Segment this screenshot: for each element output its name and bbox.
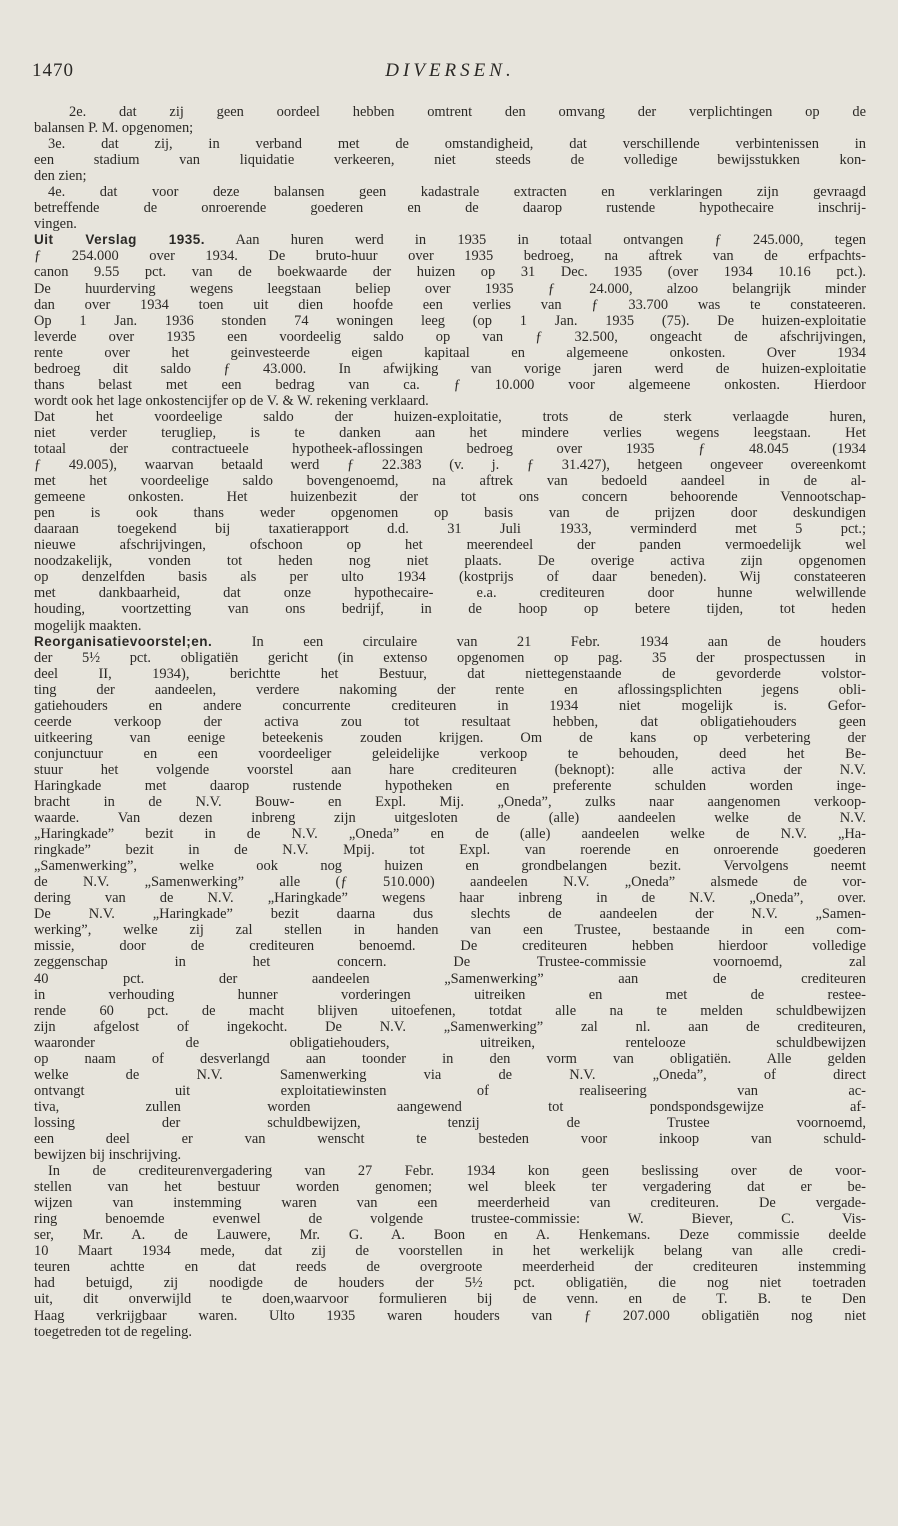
line-text: in verhouding hunner vorderingen uitreiken en met de restee- (34, 986, 866, 1003)
text-line (34, 746, 866, 762)
line-text: tiva, zullen worden aangewend tot pondspondsgewijze af- (34, 1098, 866, 1115)
line-text: Dat het voordeelige saldo der huizen-exploitatie, trots de sterk verlaagde huren, (34, 408, 866, 425)
line-text: ringkade” bezit in de N.V. Mpij. tot Expl. van roerende en onroerende goederen (34, 842, 866, 859)
text-line (34, 890, 866, 906)
line-text: In de crediteurenvergadering van 27 Febr. 1934 kon geen beslissing over de voor- (48, 1163, 866, 1180)
text-line (34, 1324, 866, 1340)
text-line (34, 666, 866, 682)
text-line (34, 537, 866, 553)
text-line (34, 634, 866, 650)
text-line (34, 393, 866, 409)
text-line (34, 810, 866, 826)
text-line (34, 377, 866, 393)
text-line (34, 601, 866, 617)
text-line (34, 473, 866, 489)
text-line (34, 1227, 866, 1243)
line-text: totaal der contractueele hypotheek-aflossingen bedroeg over 1935 ƒ 48.045 (1934 (34, 440, 866, 457)
text-line (34, 505, 866, 521)
body-text (34, 104, 866, 1340)
text-line (34, 281, 866, 297)
text-line (34, 650, 866, 666)
line-text: uit, dit onverwijld te doen,waarvoor formulieren bij de venn. en de T. B. te Den (34, 1291, 866, 1308)
line-text: 4e. dat voor deze balansen geen kadastrale extracten en verklaringen zijn gevraagd (48, 184, 866, 201)
line-text: ƒ 254.000 over 1934. De bruto-huur over 1935 bedroeg, na aftrek van de erfpachts- (34, 248, 866, 265)
line-text: uitkeering van eenige beteekenis zouden krijgen. Om de kans op verbetering der (34, 729, 866, 746)
text-line (34, 585, 866, 601)
line-text: dan over 1934 toen uit dien hoofde een verlies van ƒ 33.700 was te constateeren. (34, 296, 866, 313)
line-text: gemeene onkosten. Het huizenbezit der tot ons concern behoorende Vennootschap- (34, 489, 866, 506)
line-text: ring benoemde evenwel de volgende trustee-commissie: W. Biever, C. Vis- (34, 1211, 866, 1228)
text-line (34, 248, 866, 264)
text-line (34, 826, 866, 842)
text-line (34, 682, 866, 698)
line-text: op denzelfden basis als per ulto 1934 (kostprijs of daar beneden). Wij constateeren (34, 569, 866, 586)
text-line (34, 922, 866, 938)
text-line (34, 858, 866, 874)
text-line (34, 1051, 866, 1067)
text-line (34, 938, 866, 954)
text-line (34, 168, 866, 184)
line-text: 3e. dat zij, in verband met de omstandigheid, dat verschillende verbintenissen in (48, 136, 866, 153)
section-heading: Uit Verslag 1935. (34, 232, 206, 248)
running-title: DIVERSEN. (385, 60, 515, 81)
line-text: conjunctuur en een voordeeliger geleidelijke verkoop te behouden, deed het Be- (34, 745, 866, 762)
line-text: ƒ 49.005), waarvan betaald werd ƒ 22.383 (v. j. ƒ 31.427), hetgeen ongeveer overeenkomt (34, 457, 866, 474)
text-line (34, 345, 866, 361)
line-text: stellen van het bestuur worden genomen; wel bleek ter vergadering dat er be- (34, 1179, 866, 1196)
text-line (34, 1291, 866, 1307)
text-line (34, 842, 866, 858)
line-text: de N.V. „Samenwerking” alle (ƒ 510.000) aandeelen N.V. „Oneda” alsmede de vor- (34, 874, 866, 891)
line-text: op naam of desverlangd aan toonder in den vorm van obligatiën. Alle gelden (34, 1050, 866, 1067)
line-text: thans belast met een bedrag van ca. ƒ 10.000 voor algemeene onkosten. Hierdoor (34, 376, 866, 393)
line-text: lossing der schuldbewijzen, tenzij de Trustee voornoemd, (34, 1114, 866, 1131)
text-line (34, 425, 866, 441)
line-text: canon 9.55 pct. van de boekwaarde der huizen op 31 Dec. 1935 (over 1934 10.16 pct.). (34, 264, 866, 281)
text-line (34, 136, 866, 152)
text-line (34, 618, 866, 634)
text-line (34, 409, 866, 425)
text-line (34, 553, 866, 569)
line-text: rente over het geinvesteerde eigen kapitaal en algemeene onkosten. Over 1934 (34, 344, 866, 361)
line-text: bedroeg dit saldo ƒ 43.000. In afwijking van vorige jaren werd de huizen-exploitatie (34, 360, 866, 377)
line-text: pen is ook thans weder opgenomen op basis van de prijzen door deskundigen (34, 505, 866, 522)
text-line (34, 698, 866, 714)
line-text: Aan huren werd in 1935 in totaal ontvangen ƒ 245.000, tegen (205, 232, 866, 249)
line-text: 2e. dat zij geen oordeel hebben omtrent den omvang der verplichtingen op de (69, 104, 866, 120)
line-text: een deel er van wenscht te besteden voor inkoop van schuld- (34, 1131, 866, 1147)
line-text: „Samenwerking”, welke ook nog huizen en grondbelangen bezit. Vervolgens neemt (34, 858, 866, 875)
line-text: wordt ook het lage onkostencijfer op de V. & W. rekening verklaard. (34, 392, 429, 409)
text-line (34, 762, 866, 778)
line-text: deel II, 1934), berichtte het Bestuur, dat niettegenstaande de gevorderde volstor- (34, 665, 866, 682)
text-line (34, 874, 866, 890)
line-text: 10 Maart 1934 mede, dat zij de voorstellen in het werkelijk belang van alle credi- (34, 1243, 866, 1260)
line-text: missie, door de crediteuren benoemd. De crediteuren hebben hierdoor volledige (34, 938, 866, 955)
page-header (32, 60, 868, 86)
line-text: balansen P. M. opgenomen; (34, 120, 194, 137)
text-line (34, 1179, 866, 1195)
text-line (34, 216, 866, 232)
line-text: bracht in de N.V. Bouw- en Expl. Mij. „Oneda”, zulks naar aangenomen verkoop- (34, 794, 866, 811)
text-line (34, 232, 866, 248)
text-line (34, 1275, 866, 1291)
line-text: ting der aandeelen, verdere nakoming der rente en aflossingsplichten jegens obli- (34, 681, 866, 698)
line-text: waaronder de obligatiehouders, uitreiken, rentelooze schuldbewijzen (34, 1034, 866, 1051)
page-number: 1470 (32, 60, 74, 81)
text-line (34, 1308, 866, 1324)
line-text: toegetreden tot de regeling. (34, 1323, 192, 1340)
line-text: der 5½ pct. obligatiën gericht (in extenso opgenomen op pag. 35 der prospectussen in (34, 649, 866, 666)
text-line (34, 1083, 866, 1099)
text-line (34, 971, 866, 987)
text-line (34, 1067, 866, 1083)
line-text: betreffende de onroerende goederen en de daarop rustende hypothecaire inschrij- (34, 200, 866, 217)
line-text: rende 60 pct. de macht blijven uitoefenen, totdat alle na te melden schuldbewijzen (34, 1002, 866, 1019)
text-line (34, 521, 866, 537)
line-text: werking”, welke zij zal stellen in handen van een Trustee, bestaande in een com- (34, 922, 866, 939)
text-line (34, 1099, 866, 1115)
text-line (34, 361, 866, 377)
text-line (34, 489, 866, 505)
text-line (34, 1147, 866, 1163)
text-line (34, 184, 866, 200)
text-line (34, 1211, 866, 1227)
line-text: een stadium van liquidatie verkeeren, niet steeds de volledige bewijsstukken kon- (34, 152, 866, 169)
line-text: De huurderving wegens leegstaan beliep over 1935 ƒ 24.000, alzoo belangrijk minder (34, 280, 866, 297)
line-text: met het voordeelige saldo bovengenoemd, na aftrek van bedoeld aandeel in de al- (34, 473, 866, 490)
text-line (34, 1163, 866, 1179)
text-line (34, 313, 866, 329)
line-text: vingen. (34, 216, 77, 233)
line-text: „Haringkade” bezit in de N.V. „Oneda” en de (alle) aandeelen welke de N.V. „Ha- (34, 826, 866, 843)
line-text: daaraan toegekend bij taxatierapport d.d. 31 Juli 1933, verminderd met 5 pct.; (34, 521, 866, 538)
text-line (34, 778, 866, 794)
line-text: stuur het volgende voorstel aan hare crediteuren (beknopt): alle activa der N.V. (34, 761, 866, 778)
line-text: gatiehouders en andere concurrente crediteuren in 1934 niet mogelijk is. Gefor- (34, 697, 866, 714)
text-line (34, 794, 866, 810)
text-line (34, 1131, 866, 1147)
text-line (34, 1259, 866, 1275)
line-text: leverde over 1935 een voordeelig saldo op van ƒ 32.500, ongeacht de afschrijvingen, (34, 328, 866, 345)
line-text: ser, Mr. A. de Lauwere, Mr. G. A. Boon en A. Henkemans. Deze commissie deelde (34, 1227, 866, 1244)
section-heading: Reorganisatievoorstel;en. (34, 633, 213, 649)
line-text: Op 1 Jan. 1936 stonden 74 woningen leeg (op 1 Jan. 1935 (75). De huizen-exploitatie (34, 312, 866, 329)
text-line (34, 1003, 866, 1019)
line-text: ceerde verkoop der activa zou tot resultaat hebben, dat obligatiehouders geen (34, 713, 866, 730)
text-line (34, 714, 866, 730)
line-text: Haag verkrijgbaar waren. Ulto 1935 waren houders van ƒ 207.000 obligatiën nog niet (34, 1307, 866, 1324)
text-line (34, 1195, 866, 1211)
text-line (34, 441, 866, 457)
text-line (34, 104, 866, 120)
line-text: Haringkade met daarop rustende hypotheken en preferente schulden worden inge- (34, 777, 866, 794)
text-line (34, 954, 866, 970)
line-text: In een circulaire van 21 Febr. 1934 aan de houders (212, 633, 866, 650)
line-text: niet verder terugliep, is te danken aan het mindere verlies wegens leegstaan. Het (34, 424, 866, 441)
line-text: mogelijk maakten. (34, 617, 142, 634)
line-text: den zien; (34, 168, 87, 185)
line-text: waarde. Van dezen inbreng zijn uitgesloten de (alle) aandeelen welke de N.V. (34, 810, 866, 827)
text-line (34, 457, 866, 473)
line-text: teuren achtte en dat reeds de overgroote meerderheid der crediteuren instemming (34, 1259, 866, 1276)
line-text: wijzen van instemming waren van een meerderheid van crediteuren. De vergade- (34, 1195, 866, 1212)
line-text: welke de N.V. Samenwerking via de N.V. „Oneda”, of direct (34, 1066, 866, 1083)
line-text: bewijzen bij inschrijving. (34, 1147, 182, 1164)
line-text: had betuigd, zij noodigde de houders der 5½ pct. obligatiën, die nog niet toetraden (34, 1275, 866, 1292)
line-text: ontvangt uit exploitatiewinsten of realiseering van ac- (34, 1082, 866, 1099)
line-text: met dankbaarheid, dat onze hypothecaire- e.a. crediteuren door hunne welwillende (34, 585, 866, 602)
text-line (34, 200, 866, 216)
line-text: 40 pct. der aandeelen „Samenwerking” aan de crediteuren (34, 970, 866, 987)
text-line (34, 1243, 866, 1259)
line-text: houding, voortzetting van ons bedrijf, in de hoop op betere tijden, tot heden (34, 601, 866, 618)
text-line (34, 906, 866, 922)
text-line (34, 1035, 866, 1051)
line-text: De N.V. „Haringkade” bezit daarna dus slechts de aandeelen der N.V. „Samen- (34, 906, 866, 923)
text-line (34, 329, 866, 345)
text-line (34, 730, 866, 746)
text-line (34, 120, 866, 136)
text-line (34, 297, 866, 313)
text-line (34, 987, 866, 1003)
line-text: zijn afgelost of ingekocht. De N.V. „Samenwerking” zal nl. aan de crediteuren, (34, 1018, 866, 1035)
text-line (34, 152, 866, 168)
text-line (34, 264, 866, 280)
line-text: nieuwe afschrijvingen, ofschoon op het meerendeel der panden vermoedelijk wel (34, 537, 866, 554)
text-line (34, 569, 866, 585)
text-line (34, 1019, 866, 1035)
text-line (34, 1115, 866, 1131)
line-text: noodzakelijk, vonden tot heden nog niet plaats. De overige activa zijn opgenomen (34, 553, 866, 570)
line-text: dering van de N.V. „Haringkade” wegens haar inbreng in de N.V. „Oneda”, over. (34, 890, 866, 907)
line-text: zeggenschap in het concern. De Trustee-commissie voornoemd, zal (34, 954, 866, 971)
